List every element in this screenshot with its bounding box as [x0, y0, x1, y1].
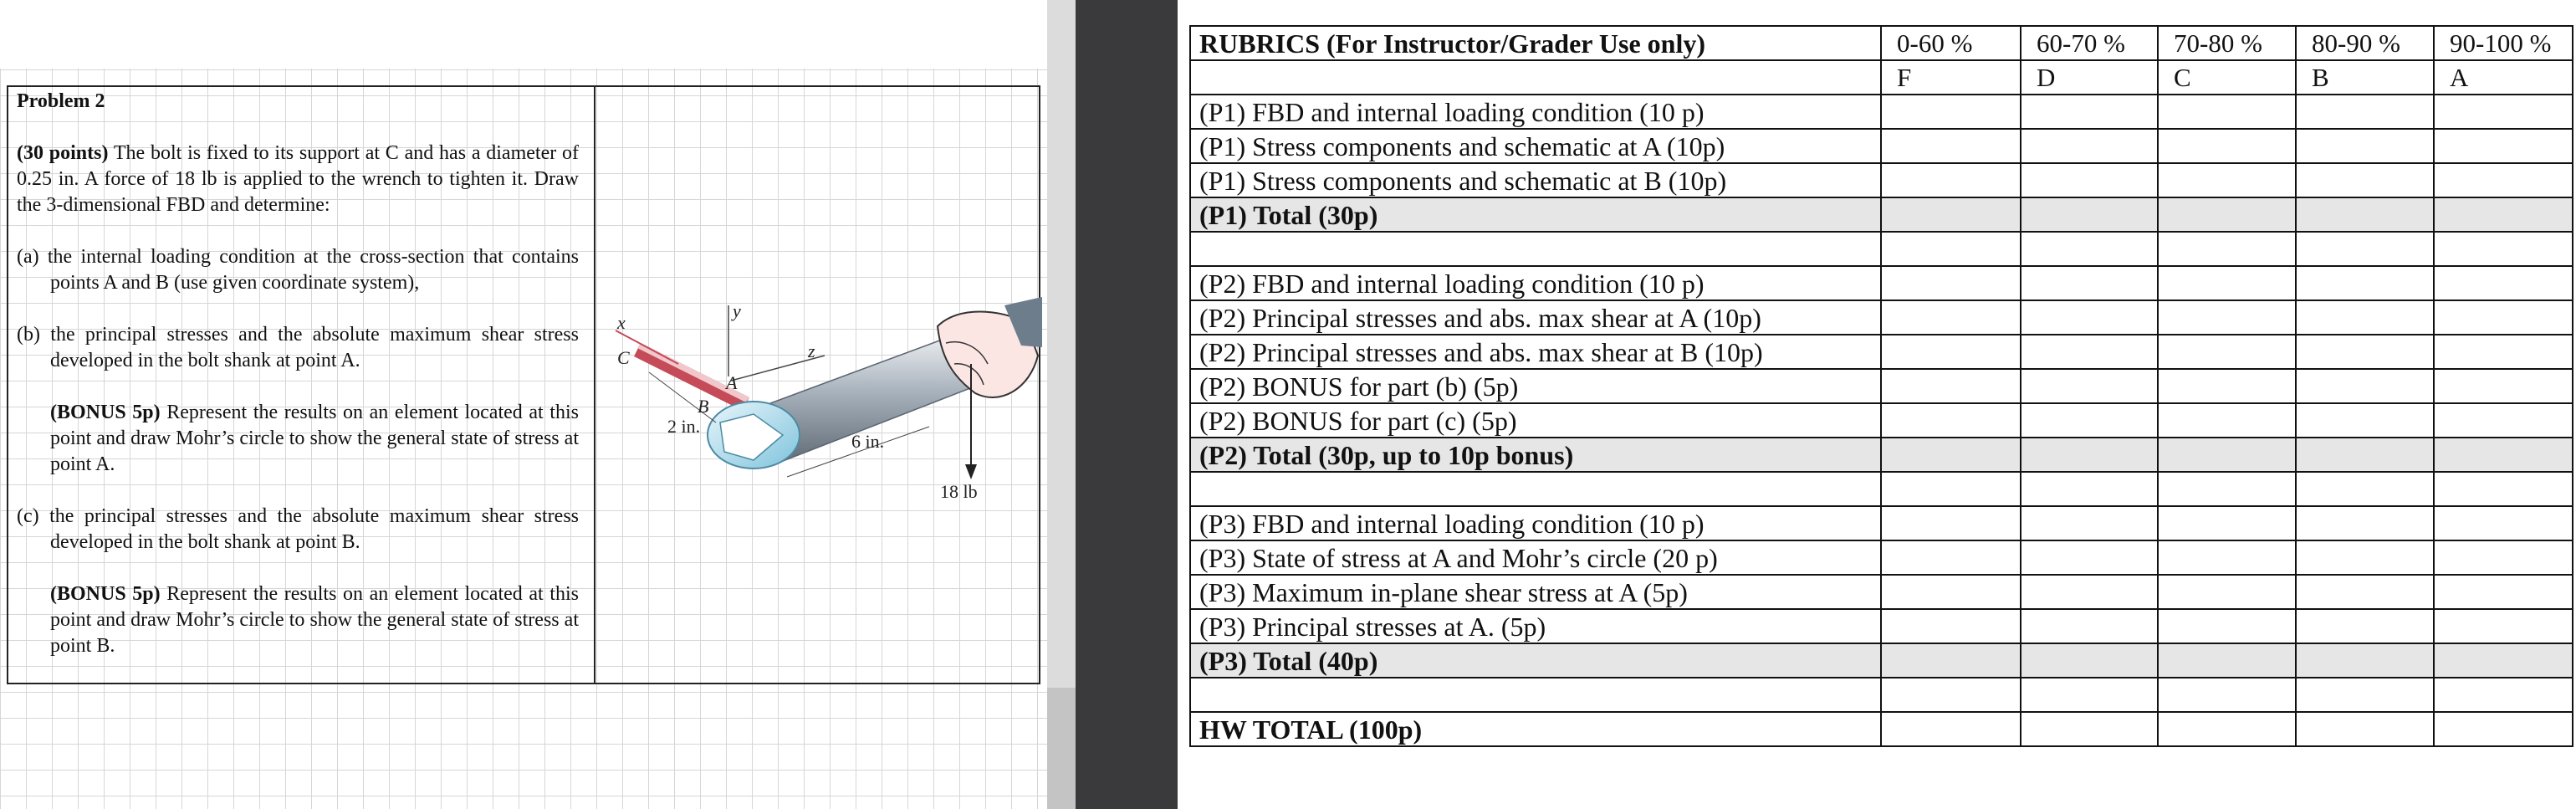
- axis-x-label: x: [617, 312, 626, 333]
- grade-letter-a: A: [2434, 60, 2573, 95]
- page-top-margin: [0, 0, 1047, 69]
- score-cell[interactable]: [2158, 197, 2296, 232]
- score-cell[interactable]: [1881, 540, 2021, 575]
- rubric-criterion: (P1) Stress components and schematic at A (10p): [1190, 129, 1881, 163]
- rubric-criterion: HW TOTAL (100p): [1190, 712, 1881, 746]
- score-cell[interactable]: [2158, 540, 2296, 575]
- rubric-criterion: [1190, 472, 1881, 506]
- score-cell[interactable]: [2296, 575, 2434, 609]
- rubric-criterion: (P3) State of stress at A and Mohr’s circle (20 p): [1190, 540, 1881, 575]
- grade-letter-c: C: [2158, 60, 2296, 95]
- score-cell[interactable]: [1881, 403, 2021, 438]
- score-cell[interactable]: [1881, 163, 2021, 197]
- points-label: (30 points): [17, 142, 109, 164]
- rubric-row: [1190, 163, 2573, 197]
- bonus-b-label: (BONUS 5p): [50, 402, 161, 423]
- score-cell[interactable]: [2021, 575, 2158, 609]
- score-cell[interactable]: [2296, 403, 2434, 438]
- point-c-label: C: [617, 347, 630, 368]
- rubric-row: [1190, 712, 2573, 746]
- grade-range-d: 60-70 %: [2021, 26, 2158, 60]
- score-cell[interactable]: [2158, 472, 2296, 506]
- part-a-text: (a) the internal loading condition at the cross-section that contains points A and B (use given coordinate system),: [17, 246, 579, 294]
- left-pane-scrollbar-thumb[interactable]: [1047, 688, 1076, 809]
- score-cell[interactable]: [1881, 129, 2021, 163]
- score-cell[interactable]: [2434, 335, 2573, 369]
- rubric-spacer-row: [1190, 472, 2573, 506]
- axis-y-label: y: [733, 300, 741, 321]
- score-cell[interactable]: [2021, 129, 2158, 163]
- score-cell[interactable]: [2158, 438, 2296, 472]
- score-cell[interactable]: [2434, 197, 2573, 232]
- grade-letter-f: F: [1881, 60, 2021, 95]
- dim-2in-label: 2 in.: [667, 416, 701, 437]
- score-cell[interactable]: [1881, 266, 2021, 300]
- score-cell[interactable]: [1881, 197, 2021, 232]
- wrench-head: [708, 402, 800, 469]
- score-cell[interactable]: [2158, 266, 2296, 300]
- score-cell[interactable]: [2296, 506, 2434, 540]
- rubric-criterion: (P3) Principal stresses at A. (5p): [1190, 609, 1881, 643]
- score-cell[interactable]: [2158, 300, 2296, 335]
- score-cell[interactable]: [2296, 129, 2434, 163]
- score-cell[interactable]: [2434, 540, 2573, 575]
- score-cell[interactable]: [2296, 369, 2434, 403]
- rubric-row: [1190, 129, 2573, 163]
- score-cell[interactable]: [1881, 438, 2021, 472]
- rubric-row: [1190, 369, 2573, 403]
- score-cell[interactable]: [2021, 712, 2158, 746]
- score-cell[interactable]: [2434, 506, 2573, 540]
- problem-frame-divider: [594, 85, 595, 684]
- bonus-b: [17, 400, 579, 478]
- score-cell[interactable]: [1881, 95, 2021, 129]
- score-cell[interactable]: [2434, 129, 2573, 163]
- rubric-spacer-row: [1190, 678, 2573, 712]
- score-cell[interactable]: [1881, 506, 2021, 540]
- score-cell[interactable]: [2021, 506, 2158, 540]
- rubric-row: [1190, 403, 2573, 438]
- score-cell[interactable]: [2296, 643, 2434, 678]
- score-cell[interactable]: [1881, 712, 2021, 746]
- force-arrowhead: [965, 464, 977, 479]
- score-cell[interactable]: [2021, 232, 2158, 266]
- score-cell[interactable]: [1881, 643, 2021, 678]
- score-cell[interactable]: [2158, 232, 2296, 266]
- rubric-row: [1190, 609, 2573, 643]
- score-cell[interactable]: [2296, 609, 2434, 643]
- rubric-row: [1190, 643, 2573, 678]
- grade-range-c: 70-80 %: [2158, 26, 2296, 60]
- score-cell[interactable]: [1881, 300, 2021, 335]
- rubric-criterion: (P2) Total (30p, up to 10p bonus): [1190, 438, 1881, 472]
- rubric-criterion: (P2) Principal stresses and abs. max shear at B (10p): [1190, 335, 1881, 369]
- rubric-row: [1190, 266, 2573, 300]
- score-cell[interactable]: [2296, 266, 2434, 300]
- score-cell[interactable]: [2021, 678, 2158, 712]
- rubric-header-row: [1190, 26, 2573, 60]
- score-cell[interactable]: [2296, 712, 2434, 746]
- score-cell[interactable]: [1881, 369, 2021, 403]
- score-cell[interactable]: [1881, 575, 2021, 609]
- score-cell[interactable]: [2021, 95, 2158, 129]
- score-cell[interactable]: [2296, 540, 2434, 575]
- part-b-text: (b) the principal stresses and the absolute maximum shear stress developed in the bolt shank at point A.: [17, 324, 579, 371]
- score-cell[interactable]: [1881, 472, 2021, 506]
- score-cell[interactable]: [2021, 197, 2158, 232]
- score-cell[interactable]: [2158, 369, 2296, 403]
- score-cell[interactable]: [2434, 472, 2573, 506]
- score-cell[interactable]: [2434, 95, 2573, 129]
- score-cell[interactable]: [2434, 438, 2573, 472]
- rubric-criterion: (P2) BONUS for part (b) (5p): [1190, 369, 1881, 403]
- score-cell[interactable]: [2296, 197, 2434, 232]
- score-cell[interactable]: [2296, 95, 2434, 129]
- problem-intro: [17, 141, 579, 218]
- rubric-criterion: (P2) FBD and internal loading condition (10 p): [1190, 266, 1881, 300]
- pane-divider: [1076, 0, 1178, 809]
- rubric-row: [1190, 335, 2573, 369]
- score-cell[interactable]: [2158, 609, 2296, 643]
- problem-statement: [17, 89, 579, 659]
- score-cell[interactable]: [2434, 300, 2573, 335]
- score-cell[interactable]: [2296, 678, 2434, 712]
- score-cell[interactable]: [2296, 163, 2434, 197]
- score-cell[interactable]: [2158, 712, 2296, 746]
- rubric-row: [1190, 575, 2573, 609]
- letter-row-blank: [1190, 60, 1881, 95]
- rubric-title: RUBRICS (For Instructor/Grader Use only): [1190, 26, 1881, 60]
- score-cell[interactable]: [2434, 643, 2573, 678]
- score-cell[interactable]: [2296, 472, 2434, 506]
- score-cell[interactable]: [1881, 232, 2021, 266]
- rubric-row: [1190, 438, 2573, 472]
- rubric-page: [1178, 0, 2576, 809]
- score-cell[interactable]: [2434, 232, 2573, 266]
- score-cell[interactable]: [2434, 609, 2573, 643]
- score-cell[interactable]: [2021, 300, 2158, 335]
- rubric-table: [1189, 25, 2573, 747]
- score-cell[interactable]: [2296, 335, 2434, 369]
- score-cell[interactable]: [1881, 678, 2021, 712]
- score-cell[interactable]: [2296, 232, 2434, 266]
- rubric-criterion: (P1) FBD and internal loading condition (10 p): [1190, 95, 1881, 129]
- score-cell[interactable]: [2158, 163, 2296, 197]
- score-cell[interactable]: [1881, 335, 2021, 369]
- dim-6in-label: 6 in.: [851, 431, 885, 452]
- score-cell[interactable]: [2021, 472, 2158, 506]
- score-cell[interactable]: [2296, 438, 2434, 472]
- rubric-letter-row: [1190, 60, 2573, 95]
- problem-document-pane: [0, 0, 1047, 809]
- rubric-spacer-row: [1190, 232, 2573, 266]
- bonus-c-text: Represent the results on an element located at this point and draw Mohr’s circle to show the general state of stress at point B.: [50, 583, 579, 657]
- score-cell[interactable]: [2021, 609, 2158, 643]
- rubric-row: [1190, 540, 2573, 575]
- bonus-c-label: (BONUS 5p): [50, 583, 161, 605]
- grade-range-a: 90-100 %: [2434, 26, 2573, 60]
- score-cell[interactable]: [2158, 403, 2296, 438]
- rubric-criterion: (P3) FBD and internal loading condition (10 p): [1190, 506, 1881, 540]
- score-cell[interactable]: [2158, 575, 2296, 609]
- score-cell[interactable]: [2158, 678, 2296, 712]
- score-cell[interactable]: [2296, 300, 2434, 335]
- score-cell[interactable]: [2021, 540, 2158, 575]
- score-cell[interactable]: [2158, 95, 2296, 129]
- rubric-row: [1190, 95, 2573, 129]
- grade-range-b: 80-90 %: [2296, 26, 2434, 60]
- wrench-figure: [607, 297, 1042, 506]
- score-cell[interactable]: [2021, 643, 2158, 678]
- rubric-criterion: (P2) BONUS for part (c) (5p): [1190, 403, 1881, 438]
- score-cell[interactable]: [2434, 678, 2573, 712]
- bonus-b-text: Represent the results on an element located at this point and draw Mohr’s circle to show the general state of stress at point A.: [50, 402, 579, 475]
- score-cell[interactable]: [2434, 575, 2573, 609]
- bonus-c: [17, 581, 579, 659]
- rubric-criterion: (P3) Total (40p): [1190, 643, 1881, 678]
- score-cell[interactable]: [2021, 369, 2158, 403]
- rubric-row: [1190, 197, 2573, 232]
- point-a-label: A: [726, 372, 738, 393]
- part-c-text: (c) the principal stresses and the absolute maximum shear stress developed in the bolt shank at point B.: [17, 505, 579, 553]
- score-cell[interactable]: [2434, 369, 2573, 403]
- problem-intro-text: The bolt is fixed to its support at C and has a diameter of 0.25 in. A force of 18 lb is applied to the wrench to tighten it. Draw the 3-dimensional FBD and determine:: [17, 142, 580, 216]
- point-b-label: B: [698, 396, 709, 417]
- problem-title: Problem 2: [17, 90, 105, 112]
- score-cell[interactable]: [2021, 438, 2158, 472]
- rubric-row: [1190, 506, 2573, 540]
- score-cell[interactable]: [2434, 266, 2573, 300]
- score-cell[interactable]: [2434, 712, 2573, 746]
- rubric-criterion: (P3) Maximum in-plane shear stress at A (5p): [1190, 575, 1881, 609]
- rubric-criterion: (P2) Principal stresses and abs. max shear at A (10p): [1190, 300, 1881, 335]
- score-cell[interactable]: [2434, 163, 2573, 197]
- grade-range-f: 0-60 %: [1881, 26, 2021, 60]
- axis-z-label: z: [808, 340, 815, 361]
- score-cell[interactable]: [1881, 609, 2021, 643]
- score-cell[interactable]: [2434, 403, 2573, 438]
- score-cell[interactable]: [2158, 506, 2296, 540]
- score-cell[interactable]: [2158, 129, 2296, 163]
- force-label: 18 lb: [940, 481, 978, 502]
- score-cell[interactable]: [2021, 266, 2158, 300]
- score-cell[interactable]: [2021, 163, 2158, 197]
- score-cell[interactable]: [2158, 335, 2296, 369]
- rubric-criterion: (P1) Total (30p): [1190, 197, 1881, 232]
- score-cell[interactable]: [2021, 335, 2158, 369]
- rubric-criterion: (P1) Stress components and schematic at B (10p): [1190, 163, 1881, 197]
- score-cell[interactable]: [2158, 643, 2296, 678]
- rubric-criterion: [1190, 232, 1881, 266]
- grade-letter-d: D: [2021, 60, 2158, 95]
- grade-letter-b: B: [2296, 60, 2434, 95]
- score-cell[interactable]: [2021, 403, 2158, 438]
- rubric-row: [1190, 300, 2573, 335]
- rubric-criterion: [1190, 678, 1881, 712]
